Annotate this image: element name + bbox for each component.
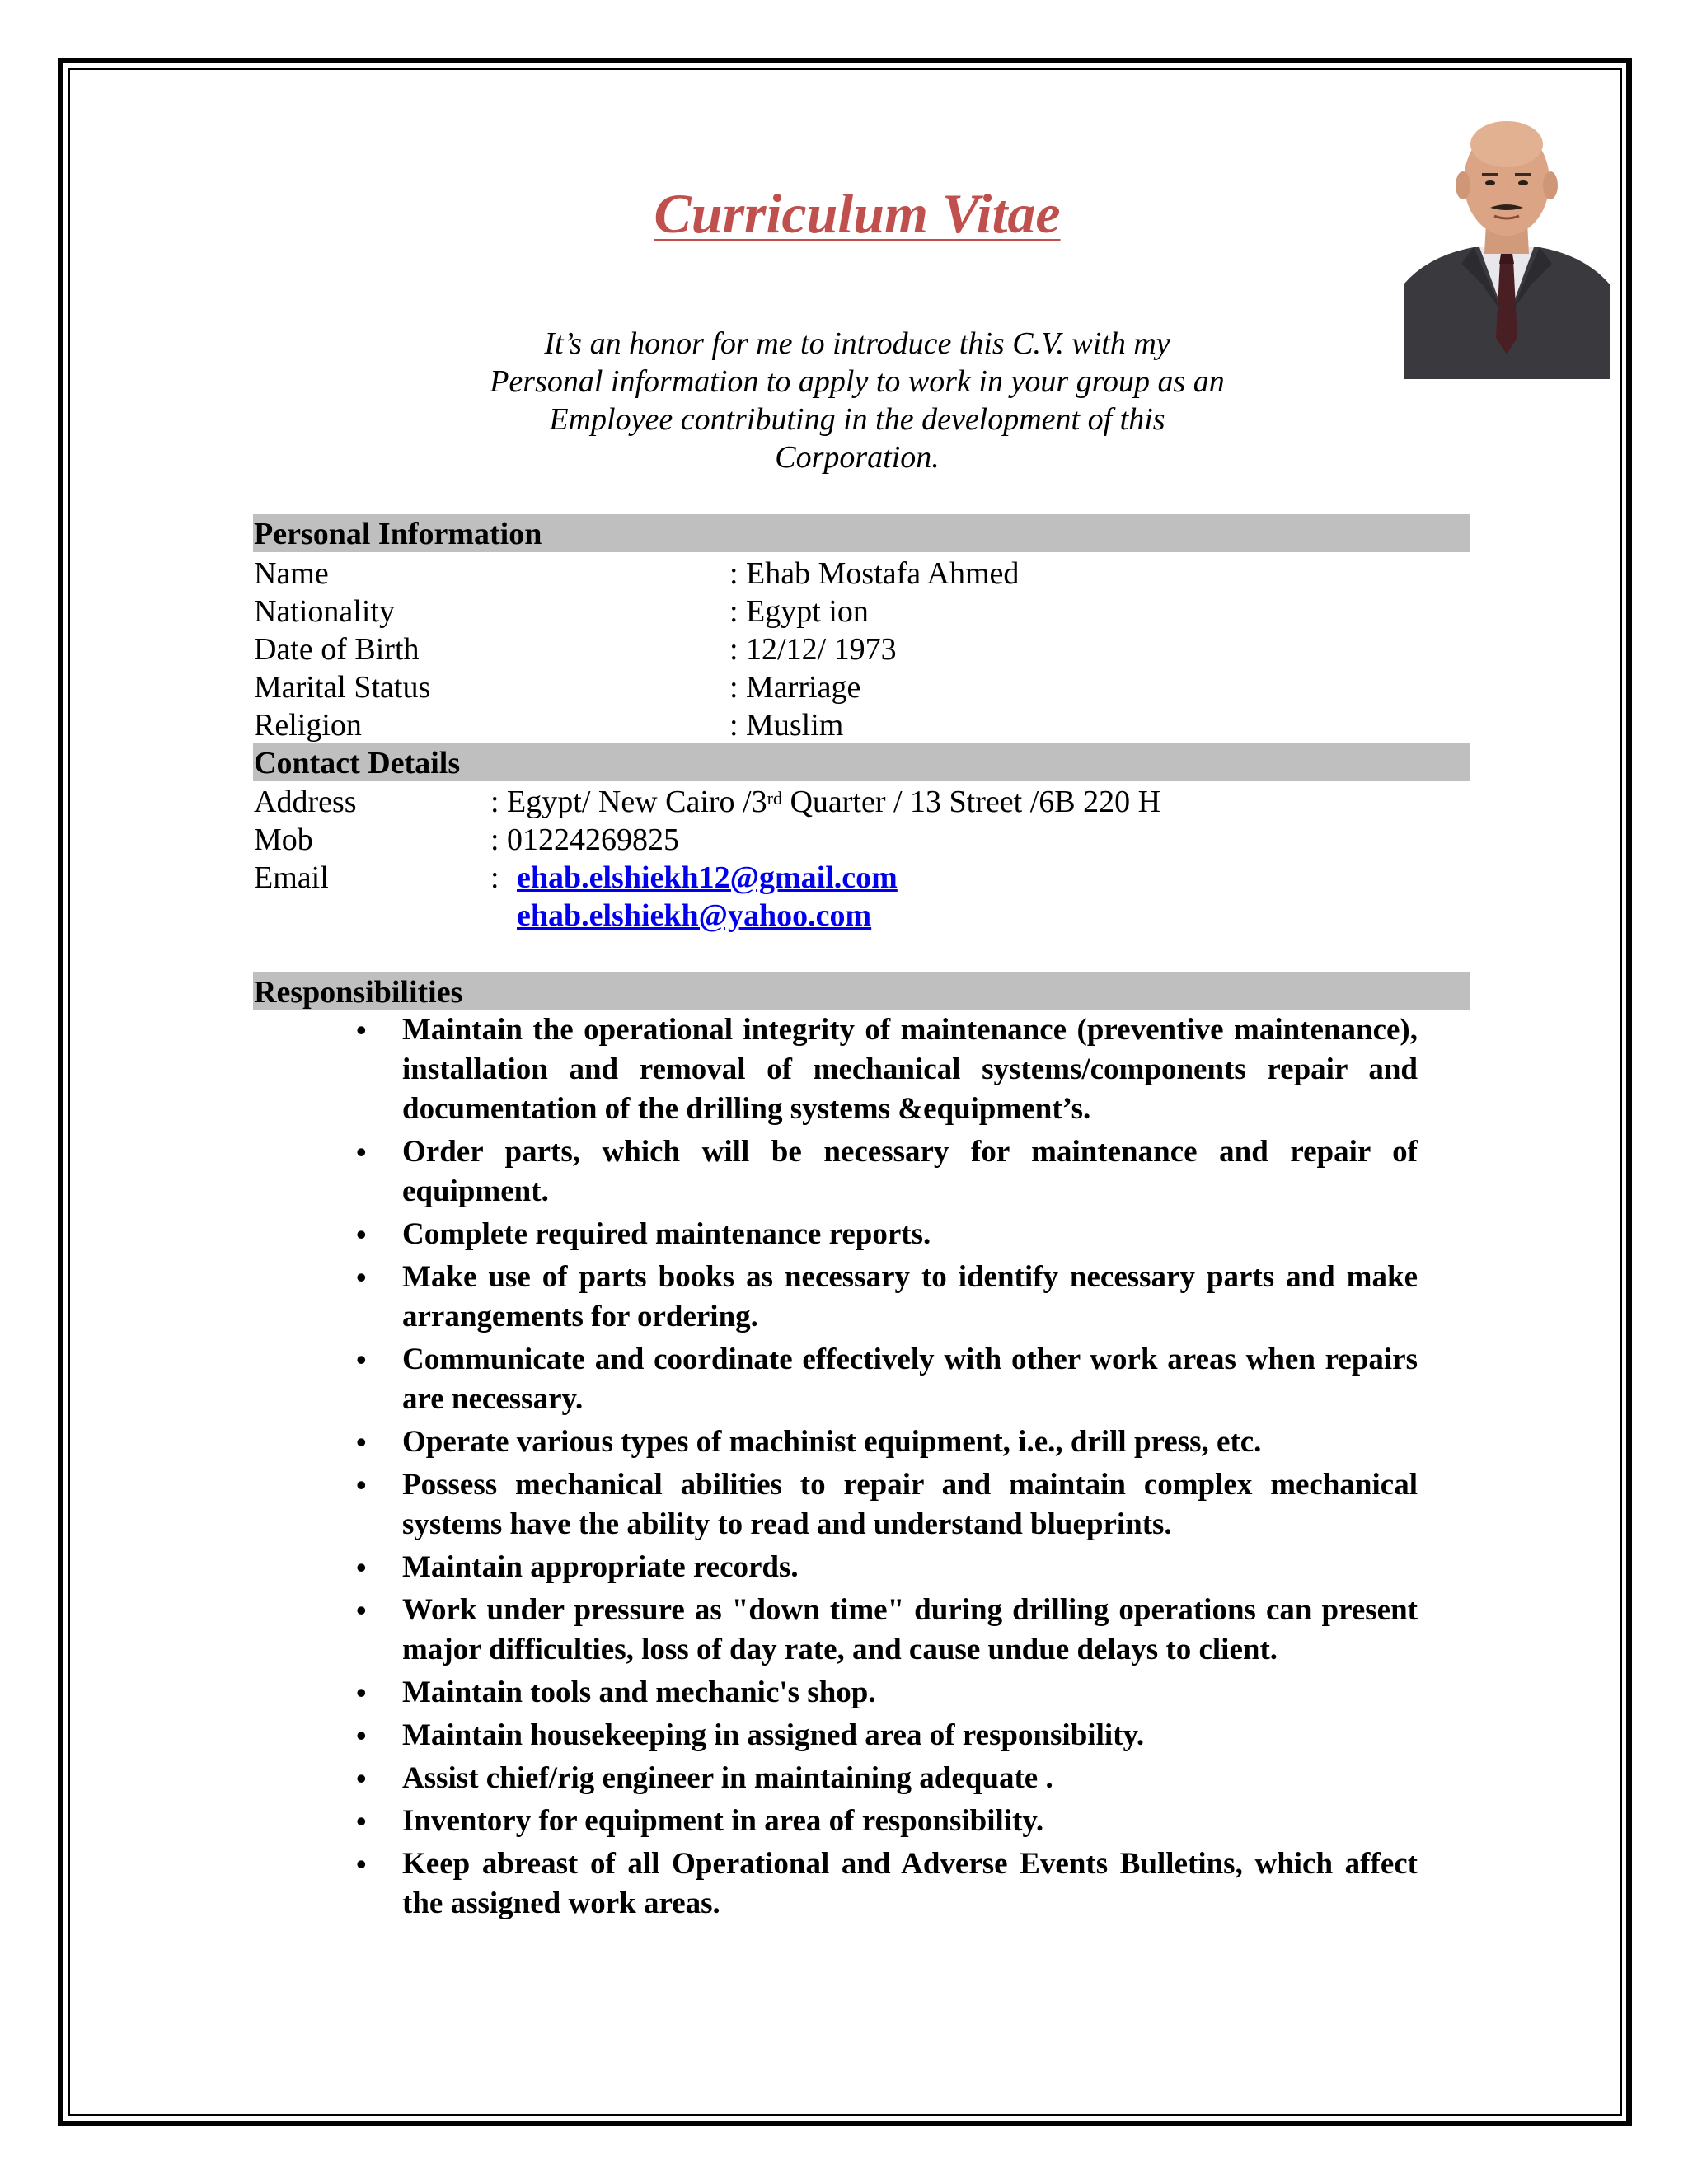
list-item: [356, 1759, 1418, 1798]
list-item-text: Work under pressure as "down time" during drilling operations can present major difficulties, loss of day rate, and cause undue delays to client.: [402, 1593, 1418, 1666]
email-label: Email: [254, 860, 329, 895]
bullet-icon: •: [356, 1469, 367, 1502]
address-label: Address: [254, 785, 357, 819]
date-of-birth-label: Date of Birth: [254, 632, 420, 667]
list-item: [356, 1716, 1418, 1755]
religion-label: Religion: [254, 708, 362, 743]
bullet-icon: •: [356, 1426, 367, 1459]
bullet-icon: •: [356, 1014, 367, 1047]
bullet-icon: •: [356, 1551, 367, 1584]
list-item: [356, 1591, 1418, 1670]
intro-paragraph: [396, 325, 1319, 476]
list-item-text: Complete required maintenance reports.: [402, 1217, 931, 1251]
address-value: [490, 783, 1160, 821]
list-item-text: Communicate and coordinate effectively with other work areas when repairs are necessary.: [402, 1343, 1418, 1416]
list-item: [356, 1422, 1418, 1462]
mob-value: : 01224269825: [490, 823, 680, 857]
intro-line: Employee contributing in the development of this: [549, 402, 1165, 437]
list-item-text: Maintain the operational integrity of maintenance (preventive maintenance), installation and removal of mechanical systems/components repair and documentation of the drilling systems &equipment’s.: [402, 1013, 1418, 1126]
intro-line: Personal information to apply to work in your group as an: [490, 364, 1225, 399]
contact-details-heading: Contact Details: [253, 743, 1470, 781]
list-item: [356, 1802, 1418, 1841]
list-item-text: Maintain appropriate records.: [402, 1550, 799, 1584]
nationality-label: Nationality: [254, 594, 395, 629]
list-item: [356, 1465, 1418, 1544]
list-item: [356, 1010, 1418, 1129]
responsibilities-list: [356, 1010, 1418, 1927]
email-link-gmail[interactable]: ehab.elshiekh12@gmail.com: [517, 860, 898, 895]
list-item: [356, 1673, 1418, 1713]
marital-status-value: : Marriage: [729, 670, 861, 705]
bullet-icon: •: [356, 1261, 367, 1294]
bullet-icon: •: [356, 1762, 367, 1795]
date-of-birth-value: : 12/12/ 1973: [729, 632, 897, 667]
address-value-rest: Quarter / 13 Street /6B 220 H: [781, 785, 1161, 819]
list-item: [356, 1548, 1418, 1587]
list-item: [356, 1132, 1418, 1212]
responsibilities-heading: Responsibilities: [253, 972, 1470, 1010]
intro-line: It’s an honor for me to introduce this C.V. with my: [544, 326, 1170, 361]
personal-information-heading: Personal Information: [253, 514, 1470, 552]
bullet-icon: •: [356, 1594, 367, 1627]
list-item-text: Operate various types of machinist equipment, i.e., drill press, etc.: [402, 1425, 1262, 1459]
bullet-icon: •: [356, 1719, 367, 1752]
list-item-text: Inventory for equipment in area of responsibility.: [402, 1804, 1044, 1838]
list-item: [356, 1844, 1418, 1924]
list-item-text: Possess mechanical abilities to repair and maintain complex mechanical systems have the ability to read and understand blueprints.: [402, 1468, 1418, 1541]
marital-status-label: Marital Status: [254, 670, 431, 705]
bullet-icon: •: [356, 1136, 367, 1169]
mob-label: Mob: [254, 823, 313, 857]
address-superscript: rd: [767, 788, 782, 808]
intro-line: Corporation.: [775, 440, 940, 475]
bullet-icon: •: [356, 1676, 367, 1709]
name-label: Name: [254, 556, 329, 591]
list-item-text: Maintain housekeeping in assigned area of responsibility.: [402, 1718, 1145, 1752]
list-item: [356, 1258, 1418, 1337]
email-link-yahoo[interactable]: ehab.elshiekh@yahoo.com: [517, 898, 872, 933]
list-item-text: Make use of parts books as necessary to identify necessary parts and make arrangements for ordering.: [402, 1260, 1418, 1333]
bullet-icon: •: [356, 1343, 367, 1376]
list-item-text: Keep abreast of all Operational and Adverse Events Bulletins, which affect the assigned work areas.: [402, 1847, 1418, 1920]
address-value-main: : Egypt/ New Cairo /3: [490, 785, 767, 819]
list-item-text: Maintain tools and mechanic's shop.: [402, 1675, 876, 1709]
list-item: [356, 1215, 1418, 1254]
cv-title: Curriculum Vitae: [654, 182, 1061, 245]
list-item: [356, 1340, 1418, 1419]
bullet-icon: •: [356, 1848, 367, 1881]
profile-photo: [1404, 107, 1610, 379]
email-colon: :: [490, 860, 499, 895]
bullet-icon: •: [356, 1218, 367, 1251]
religion-value: : Muslim: [729, 708, 844, 743]
bullet-icon: •: [356, 1805, 367, 1838]
nationality-value: : Egypt ion: [729, 594, 869, 629]
list-item-text: Assist chief/rig engineer in maintaining adequate .: [402, 1761, 1053, 1795]
name-value: : Ehab Mostafa Ahmed: [729, 556, 1020, 591]
list-item-text: Order parts, which will be necessary for maintenance and repair of equipment.: [402, 1135, 1418, 1208]
